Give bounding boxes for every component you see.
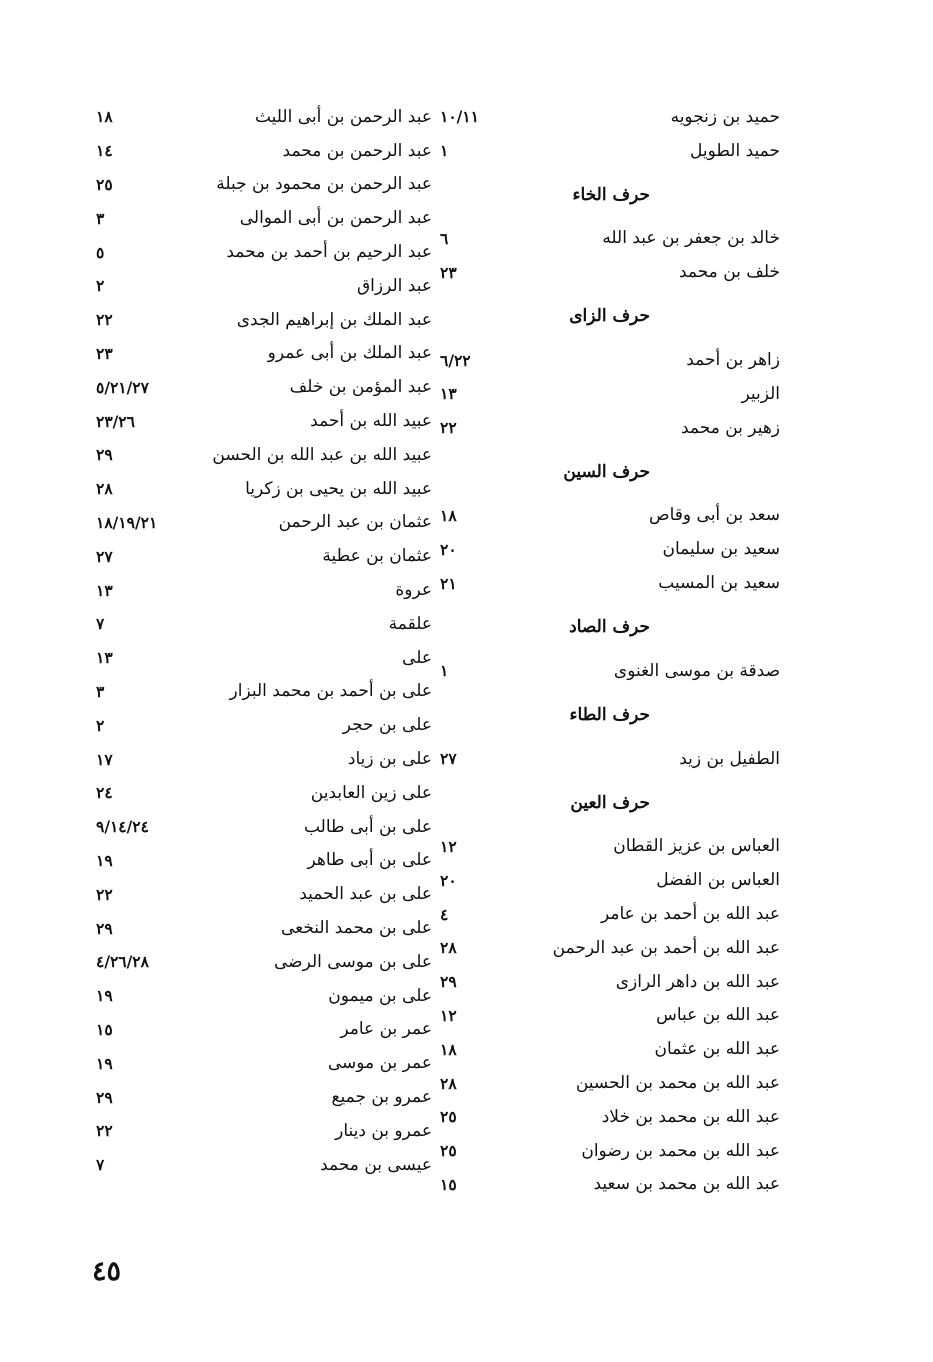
entry-name: عبد الله بن محمد بن رضوان bbox=[581, 1140, 780, 1161]
index-entry bbox=[96, 269, 432, 303]
entry-name: عبيد الله بن يحيى بن زكريا bbox=[245, 478, 432, 499]
entry-pages: ٩/١٤/٢٤ bbox=[96, 817, 149, 837]
index-entry bbox=[96, 201, 432, 235]
section-header bbox=[440, 445, 780, 499]
entry-name: عبد المؤمن بن خلف bbox=[289, 377, 432, 398]
entry-name: عمرو بن دينار bbox=[335, 1120, 432, 1141]
index-entry bbox=[440, 343, 780, 377]
entry-pages: ١٠/١١ bbox=[440, 107, 479, 127]
index-entry bbox=[440, 965, 780, 999]
entry-name: حميد بن زنجويه bbox=[670, 106, 780, 127]
index-entry bbox=[440, 532, 780, 566]
entry-name: الزبير bbox=[741, 383, 780, 404]
entry-pages: ٢٢ bbox=[96, 1121, 113, 1141]
index-entry bbox=[440, 499, 780, 533]
entry-pages: ٧ bbox=[96, 1155, 105, 1175]
entry-name: سعيد بن سليمان bbox=[662, 539, 780, 560]
section-header-label: حرف السين bbox=[563, 461, 650, 482]
index-entry bbox=[440, 1066, 780, 1100]
index-entry bbox=[96, 810, 432, 844]
entry-name: على بن موسى الرضى bbox=[273, 951, 432, 972]
entry-pages: ١٢ bbox=[440, 1005, 457, 1025]
entry-pages: ٤ bbox=[440, 904, 449, 924]
index-entry bbox=[96, 641, 432, 675]
entry-pages: ٢٥ bbox=[440, 1107, 457, 1127]
entry-pages: ٢٢ bbox=[96, 884, 113, 904]
section-header-label: حرف الزاى bbox=[569, 306, 650, 327]
entry-pages: ٢٩ bbox=[96, 918, 113, 938]
entry-pages: ٢٣ bbox=[440, 262, 457, 282]
entry-name: عروة bbox=[395, 580, 432, 601]
section-header-label: حرف الخاء bbox=[572, 184, 650, 205]
entry-name: سعد بن أبى وقاص bbox=[649, 505, 780, 526]
index-entry bbox=[440, 897, 780, 931]
entry-pages: ٢٤ bbox=[96, 783, 113, 803]
index-entry bbox=[440, 1168, 780, 1202]
index-entry bbox=[96, 1148, 432, 1182]
index-entry bbox=[440, 1032, 780, 1066]
entry-name: على بن زياد bbox=[347, 749, 432, 770]
index-entry bbox=[440, 100, 780, 134]
entry-name: على bbox=[402, 647, 432, 668]
section-header-label: حرف العين bbox=[570, 792, 650, 813]
index-entry bbox=[96, 573, 432, 607]
entry-pages: ٢٢ bbox=[96, 310, 113, 330]
entry-name: زهير بن محمد bbox=[681, 417, 780, 438]
entry-pages: ١٣ bbox=[440, 384, 457, 404]
entry-pages: ٢٩ bbox=[440, 972, 457, 992]
index-entry bbox=[96, 1080, 432, 1114]
entry-name: عبد الرحمن بن محمد bbox=[282, 140, 432, 161]
index-entry bbox=[440, 742, 780, 776]
entry-name: عبد الله بن محمد بن الحسين bbox=[575, 1073, 780, 1094]
entry-pages: ١٣ bbox=[96, 648, 113, 668]
index-entry bbox=[96, 675, 432, 709]
entry-name: على بن محمد النخعى bbox=[280, 918, 432, 939]
entry-pages: ١٨ bbox=[440, 1039, 457, 1059]
entry-pages: ٢٨ bbox=[96, 479, 113, 499]
entry-pages: ٤/٢٦/٢٨ bbox=[96, 952, 149, 972]
entry-pages: ٢٩ bbox=[96, 1087, 113, 1107]
entry-name: صدقة بن موسى الغنوى bbox=[613, 660, 780, 681]
index-entry bbox=[440, 134, 780, 168]
entry-pages: ١٣ bbox=[96, 580, 113, 600]
entry-name: عبد الله بن أحمد بن عامر bbox=[601, 904, 780, 925]
index-entry bbox=[440, 830, 780, 864]
index-entry bbox=[96, 979, 432, 1013]
index-entry bbox=[96, 438, 432, 472]
entry-name: علقمة bbox=[388, 613, 432, 634]
entry-name: سعيد بن المسيب bbox=[658, 573, 780, 594]
entry-pages: ٢٨ bbox=[440, 1073, 457, 1093]
index-entry bbox=[440, 999, 780, 1033]
index-entry bbox=[440, 1100, 780, 1134]
index-entry bbox=[96, 776, 432, 810]
index-entry bbox=[96, 235, 432, 269]
entry-name: عبد الرحمن بن أبى الليث bbox=[254, 106, 432, 127]
entry-name: خلف بن محمد bbox=[678, 262, 780, 283]
entry-pages: ٧ bbox=[96, 614, 105, 634]
entry-name: على بن ميمون bbox=[328, 985, 432, 1006]
section-header-label: حرف الطاء bbox=[569, 704, 650, 725]
index-column-right bbox=[440, 100, 780, 1201]
entry-pages: ٢٣/٢٦ bbox=[96, 411, 135, 431]
section-header bbox=[440, 168, 780, 222]
section-header-label: حرف الصاد bbox=[569, 616, 650, 637]
index-entry bbox=[96, 337, 432, 371]
entry-pages: ١٤ bbox=[96, 141, 113, 161]
entry-pages: ٢٥ bbox=[440, 1141, 457, 1161]
index-entry bbox=[96, 370, 432, 404]
index-entry bbox=[440, 411, 780, 445]
entry-name: عبد الله بن داهر الرازى bbox=[615, 971, 780, 992]
entry-pages: ١٥ bbox=[440, 1174, 457, 1194]
index-entry bbox=[96, 472, 432, 506]
section-header bbox=[440, 289, 780, 343]
entry-name: عبد الرحمن بن أبى الموالى bbox=[239, 208, 432, 229]
entry-name: العباس بن عزيز القطان bbox=[613, 836, 780, 857]
entry-pages: ٣ bbox=[96, 681, 105, 701]
entry-name: عبد الله بن محمد بن سعيد bbox=[593, 1174, 780, 1195]
entry-name: عبد الملك بن أبى عمرو bbox=[267, 343, 432, 364]
entry-name: عبد الله بن أحمد بن عبد الرحمن bbox=[552, 937, 780, 958]
entry-name: عبد الله بن عثمان bbox=[654, 1039, 780, 1060]
entry-pages: ٢٠ bbox=[440, 870, 457, 890]
entry-pages: ٢٠ bbox=[440, 539, 457, 559]
index-entry bbox=[96, 1114, 432, 1148]
section-header bbox=[440, 600, 780, 654]
entry-name: عثمان بن عبد الرحمن bbox=[278, 512, 432, 533]
index-entry bbox=[440, 863, 780, 897]
entry-name: عبد الرحيم بن أحمد بن محمد bbox=[226, 242, 432, 263]
index-entry bbox=[440, 566, 780, 600]
index-entry bbox=[96, 134, 432, 168]
entry-pages: ٢٧ bbox=[96, 546, 113, 566]
entry-name: زاهر بن أحمد bbox=[686, 350, 780, 371]
index-entry bbox=[96, 844, 432, 878]
entry-pages: ٢ bbox=[96, 276, 105, 296]
entry-pages: ١٥ bbox=[96, 1019, 113, 1039]
index-entry bbox=[440, 377, 780, 411]
index-entry bbox=[96, 303, 432, 337]
index-entry bbox=[96, 607, 432, 641]
entry-name: عبد الله بن عباس bbox=[656, 1005, 780, 1026]
entry-name: عبد الرحمن بن محمود بن جبلة bbox=[216, 174, 432, 195]
entry-pages: ٥ bbox=[96, 242, 105, 262]
entry-pages: ٢٨ bbox=[440, 938, 457, 958]
entry-pages: ١٧ bbox=[96, 749, 113, 769]
index-entry bbox=[96, 168, 432, 202]
entry-pages: ٢١ bbox=[440, 573, 457, 593]
entry-pages: ١٨ bbox=[440, 505, 457, 525]
index-entry bbox=[96, 539, 432, 573]
entry-name: على بن أحمد بن محمد البزار bbox=[229, 681, 432, 702]
index-entry bbox=[96, 911, 432, 945]
entry-name: على بن حجر bbox=[342, 715, 432, 736]
entry-name: على بن أبى طالب bbox=[303, 816, 432, 837]
index-entry bbox=[96, 708, 432, 742]
entry-name: عبد الله بن محمد بن خلاد bbox=[601, 1106, 780, 1127]
section-header bbox=[440, 688, 780, 742]
entry-name: الطفيل بن زيد bbox=[679, 748, 780, 769]
entry-name: عمر بن موسى bbox=[327, 1053, 432, 1074]
entry-name: حميد الطويل bbox=[689, 140, 780, 161]
entry-name: عبيد الله بن أحمد bbox=[310, 411, 432, 432]
entry-name: على بن أبى طاهر bbox=[307, 850, 432, 871]
entry-name: عيسى بن محمد bbox=[320, 1154, 432, 1175]
entry-pages: ١٩ bbox=[96, 850, 113, 870]
index-entry bbox=[96, 877, 432, 911]
entry-pages: ١٩ bbox=[96, 1053, 113, 1073]
index-entry bbox=[440, 255, 780, 289]
entry-pages: ١٩ bbox=[96, 986, 113, 1006]
entry-pages: ٢٩ bbox=[96, 445, 113, 465]
index-entry bbox=[96, 404, 432, 438]
entry-pages: ٥/٢١/٢٧ bbox=[96, 377, 149, 397]
index-column-left bbox=[96, 100, 432, 1182]
index-entry bbox=[96, 742, 432, 776]
index-entry bbox=[96, 506, 432, 540]
index-entry bbox=[440, 222, 780, 256]
entry-pages: ١٨/١٩/٢١ bbox=[96, 512, 158, 532]
entry-name: عبد الرزاق bbox=[356, 275, 432, 296]
entry-name: عمرو بن جميع bbox=[331, 1087, 432, 1107]
entry-pages: ١ bbox=[440, 661, 449, 681]
entry-pages: ٢٣ bbox=[96, 343, 113, 363]
index-entry bbox=[96, 945, 432, 979]
entry-pages: ٢ bbox=[96, 715, 105, 735]
entry-pages: ٢٥ bbox=[96, 174, 113, 194]
entry-pages: ٣ bbox=[96, 208, 105, 228]
entry-name: عبيد الله بن عبد الله بن الحسن bbox=[212, 444, 432, 465]
entry-pages: ١٨ bbox=[96, 107, 113, 127]
entry-name: عمر بن عامر bbox=[340, 1019, 432, 1040]
entry-pages: ١٢ bbox=[440, 836, 457, 856]
index-entry bbox=[96, 1046, 432, 1080]
section-header bbox=[440, 776, 780, 830]
entry-pages: ٢٧ bbox=[440, 749, 457, 769]
entry-name: عبد الملك بن إبراهيم الجدى bbox=[236, 309, 432, 330]
index-entry bbox=[440, 654, 780, 688]
entry-name: على زين العابدين bbox=[310, 782, 432, 803]
page-number: ٤٥ bbox=[92, 1256, 122, 1287]
entry-pages: ٢٢ bbox=[440, 418, 457, 438]
entry-name: العباس بن الفضل bbox=[656, 870, 780, 891]
index-entry bbox=[440, 1134, 780, 1168]
index-entry bbox=[96, 1013, 432, 1047]
entry-pages: ٦ bbox=[440, 228, 449, 248]
entry-pages: ٦/٢٢ bbox=[440, 350, 471, 370]
entry-name: على بن عبد الحميد bbox=[299, 884, 432, 905]
entry-pages: ١ bbox=[440, 141, 449, 161]
index-entry bbox=[440, 931, 780, 965]
index-entry bbox=[96, 100, 432, 134]
entry-name: خالد بن جعفر بن عبد الله bbox=[602, 228, 780, 249]
entry-name: عثمان بن عطية bbox=[322, 546, 432, 567]
